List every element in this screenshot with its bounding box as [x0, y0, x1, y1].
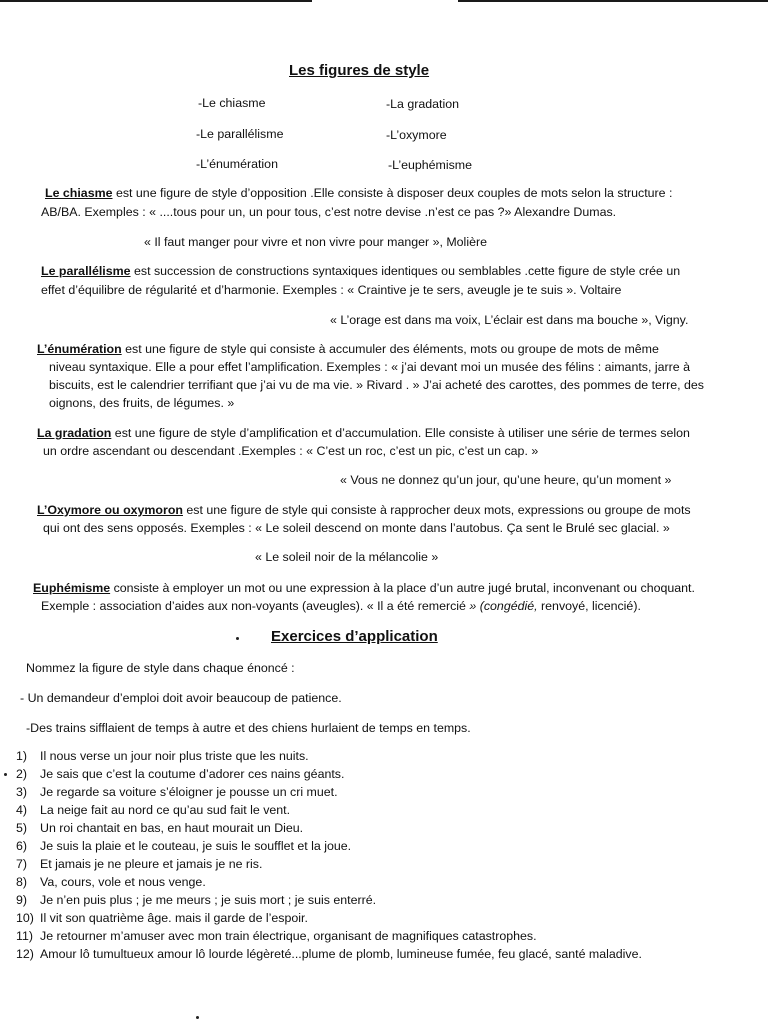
chiasme-definition-line-2: AB/BA. Exemples : « ....tous pour un, un pour tous, c’est notre devise .n’est ce pas ?» Alexandre Dumas. [41, 205, 617, 219]
exercise-number: 3) [16, 785, 28, 799]
chiasme-quote: « Il faut manger pour vivre et non vivre pour manger », Molière [144, 235, 487, 249]
bullet-dot [236, 637, 239, 640]
parallelisme-definition-line-1: Le parallélisme est succession de constructions syntaxiques identiques ou semblables .cette figure de style crée un [41, 264, 681, 278]
parallelisme-definition-line-2: effet d’équilibre de régularité et d’harmonie. Exemples : « Craintive je te sers, aveugle je te suis ». Voltaire [41, 283, 622, 297]
euphemisme-definition-line-1: Euphémisme consiste à employer un mot ou une expression à la place d’un autre jugé brutal, inconvenant ou choquant. [33, 581, 695, 595]
exercise-text: Je sais que c’est la coutume d’adorer ces nains géants. [40, 767, 345, 781]
exercise-example-2: -Des trains sifflaient de temps à autre et des chiens hurlaient de temps en temps. [26, 721, 471, 735]
exercise-text: Un roi chantait en bas, en haut mourait un Dieu. [40, 821, 304, 835]
figure-item-oxymore: -L’oxymore [386, 128, 447, 142]
exercise-item [16, 767, 344, 781]
enumeration-definition-line-1: L’énumération est une figure de style qui consiste à accumuler des éléments, mots ou groupe de mots de même [37, 342, 659, 356]
exercise-number: 1) [16, 749, 28, 763]
exercise-text: Je retourner m’amuser avec mon train électrique, organisant de magnifiques catastrophes. [40, 929, 537, 943]
exercise-number: 10) [16, 911, 34, 925]
gradation-term: La gradation [37, 426, 112, 440]
exercise-text: Va, cours, vole et nous venge. [40, 875, 206, 889]
figure-item-enumeration: -L’énumération [196, 157, 278, 171]
exercise-item [16, 839, 351, 853]
exercise-item [16, 749, 309, 763]
exercises-instruction: Nommez la figure de style dans chaque énoncé : [26, 661, 295, 675]
exercise-text: Et jamais je ne pleure et jamais je ne ris. [40, 857, 263, 871]
exercise-text: Amour lô tumultueux amour lô lourde légèreté...plume de plomb, lumineuse fumée, feu glacé, santé maladive. [40, 947, 642, 961]
exercise-item [16, 821, 303, 835]
oxymore-term: L’Oxymore ou oxymoron [37, 503, 183, 517]
exercise-item [16, 947, 642, 961]
figure-item-gradation: -La gradation [386, 97, 460, 111]
gradation-definition-line-1: La gradation est une figure de style d’amplification et d’accumulation. Elle consiste à utiliser une série de termes selon [37, 426, 690, 440]
oxymore-quote: « Le soleil noir de la mélancolie » [255, 550, 439, 564]
exercise-number: 5) [16, 821, 28, 835]
top-rule-left [0, 0, 312, 2]
margin-dot [4, 773, 7, 776]
enumeration-definition-line-4: oignons, des fruits, de légumes. » [49, 396, 235, 410]
exercise-number: 9) [16, 893, 28, 907]
exercise-number: 2) [16, 767, 28, 781]
enumeration-definition-line-3: biscuits, est le calendrier terrifiant que j’ai vu de ma vie. » Rivard . » J’ai acheté des carottes, des pommes de terre, des [49, 378, 704, 392]
exercise-text: La neige fait au nord ce qu’au sud fait le vent. [40, 803, 291, 817]
parallelisme-quote: « L’orage est dans ma voix, L’éclair est dans ma bouche », Vigny. [330, 313, 689, 327]
exercise-item [16, 857, 262, 871]
parallelisme-term: Le parallélisme [41, 264, 131, 278]
euphemisme-term: Euphémisme [33, 581, 111, 595]
exercise-text: Je n’en puis plus ; je me meurs ; je suis mort ; je suis enterré. [40, 893, 377, 907]
euphemisme-definition-line-2: Exemple : association d’aides aux non-voyants (aveugles). « Il a été remercié » (congédié, renvoyé, licencié). [41, 599, 641, 613]
oxymore-definition-line-2: qui ont des sens opposés. Exemples : « Le soleil descend on monte dans l’autobus. Ça sent le Brulé sec glacial. » [43, 521, 670, 535]
exercise-text: Je suis la plaie et le couteau, je suis le soufflet et la joue. [40, 839, 352, 853]
exercise-number: 12) [16, 947, 34, 961]
enumeration-term: L’énumération [37, 342, 122, 356]
exercise-number: 4) [16, 803, 28, 817]
exercise-text: Il nous verse un jour noir plus triste que les nuits. [40, 749, 309, 763]
exercises-title: Exercices d’application [271, 628, 438, 645]
chiasme-definition-line-1: Le chiasme est une figure de style d’opposition .Elle consiste à disposer deux couples de mots selon la structure : [45, 186, 673, 200]
exercise-item [16, 785, 338, 799]
gradation-quote: « Vous ne donnez qu’un jour, qu’une heure, qu’un moment » [340, 473, 672, 487]
page-title: Les figures de style [289, 62, 430, 79]
exercise-number: 6) [16, 839, 28, 853]
exercise-number: 8) [16, 875, 28, 889]
exercise-item [16, 875, 206, 889]
figure-item-euphemisme: -L’euphémisme [388, 158, 473, 172]
exercise-number: 11) [16, 929, 33, 943]
exercise-example-1: - Un demandeur d’emploi doit avoir beaucoup de patience. [20, 691, 342, 705]
top-rule-right [458, 0, 768, 2]
exercise-text: Il vit son quatrième âge. mais il garde de l’espoir. [40, 911, 308, 925]
figure-item-parallelisme: -Le parallélisme [196, 127, 284, 141]
gradation-definition-line-2: un ordre ascendant ou descendant .Exemples : « C’est un roc, c’est un pic, c’est un cap. » [43, 444, 539, 458]
enumeration-definition-line-2: niveau syntaxique. Elle a pour effet l’amplification. Exemples : « j’ai devant moi un musée des félins : aimants, jarre à [49, 360, 690, 374]
oxymore-definition-line-1: L’Oxymore ou oxymoron est une figure de style qui consiste à rapprocher deux mots, expressions ou groupe de mots [37, 503, 691, 517]
exercise-item [16, 911, 308, 925]
exercise-item [16, 893, 376, 907]
exercise-text: Je regarde sa voiture s’éloigner je pousse un cri muet. [40, 785, 338, 799]
exercise-item [16, 803, 290, 817]
figure-item-chiasme: -Le chiasme [198, 96, 266, 110]
exercise-item [16, 929, 537, 943]
chiasme-term: Le chiasme [45, 186, 113, 200]
exercise-number: 7) [16, 857, 28, 871]
bottom-dot [196, 1016, 199, 1019]
